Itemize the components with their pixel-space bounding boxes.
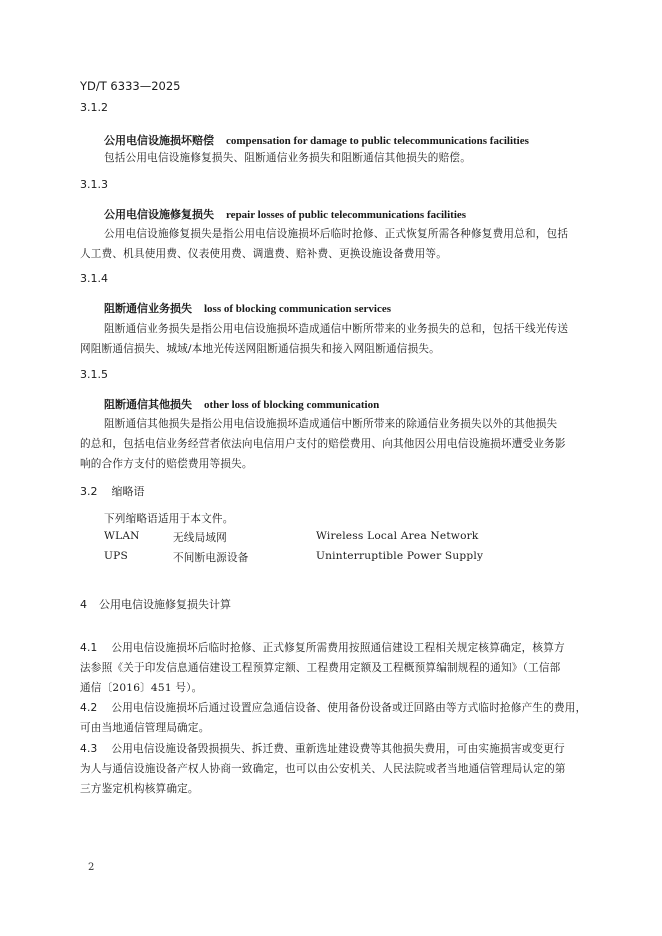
clause-line xyxy=(80,640,565,655)
clause-number: 4.3 xyxy=(80,743,98,755)
clause-text: 公用电信设施设备毁损损失、拆迁费、重新选址建设费等其他损失费用，可由实施损害或变更行 xyxy=(111,743,565,755)
clause-number: 3.1.2 xyxy=(80,101,108,114)
term-en: other loss of blocking communication xyxy=(204,399,380,411)
definition-line: 阻断通信其他损失是指公用电信设施损坏造成通信中断所带来的除通信业务损失以外的其他损失 xyxy=(104,418,558,430)
definition-line: 网阻断通信损失、城域/本地光传送网阻断通信损失和接入网阻断通信损失。 xyxy=(80,343,440,355)
term-zh: 公用电信设施修复损失 xyxy=(104,208,214,221)
abbrev-code: UPS xyxy=(104,550,128,562)
clause-line xyxy=(80,741,565,756)
definition-line: 阻断通信业务损失是指公用电信设施损坏造成通信中断所带来的业务损失的总和，包括干线光传送 xyxy=(104,323,569,335)
clause-number: 3.1.5 xyxy=(80,368,108,381)
abbrev-en: Uninterruptible Power Supply xyxy=(316,550,484,562)
clause-number: 3.1.4 xyxy=(80,272,108,285)
clause-text: 公用电信设施损坏后临时抢修、正式修复所需费用按照通信建设工程相关规定核算确定，核算方 xyxy=(111,642,565,654)
definition-line: 的总和，包括电信业务经营者依法向电信用户支付的赔偿费用、向其他因公用电信设施损坏遭受业务影 xyxy=(80,438,566,450)
term-heading xyxy=(104,300,391,316)
clause-number: 4.2 xyxy=(80,702,98,714)
definition-line: 人工费、机具使用费、仪表使用费、调遣费、赔补费、更换设施设备费用等。 xyxy=(80,248,447,260)
clause-line: 通信〔2016〕451 号）。 xyxy=(80,682,203,694)
clause-line: 三方鉴定机构核算确定。 xyxy=(80,783,199,795)
page-number: 2 xyxy=(88,862,95,873)
term-zh: 阻断通信其他损失 xyxy=(104,398,192,411)
clause-number: 4.1 xyxy=(80,642,98,654)
abbrev-code: WLAN xyxy=(104,530,140,542)
clause-line: 为人与通信设施设备产权人协商一致确定，也可以由公安机关、人民法院或者当地通信管理局认定的第 xyxy=(80,763,566,775)
section-heading xyxy=(80,483,145,499)
clause-line: 可由当地通信管理局确定。 xyxy=(80,722,210,734)
section-number: 3.2 xyxy=(80,485,98,498)
section-title: 缩略语 xyxy=(111,485,145,498)
definition-line: 公用电信设施修复损失是指公用电信设施损坏后临时抢修、正式恢复所需各种修复费用总和，包括 xyxy=(104,228,569,240)
abbrev-zh: 不间断电源设备 xyxy=(173,552,249,564)
term-en: loss of blocking communication services xyxy=(204,303,391,315)
chapter-heading xyxy=(80,596,231,612)
definition-line: 包括公用电信设施修复损失、阻断通信业务损失和阻断通信其他损失的赔偿。 xyxy=(104,152,471,164)
document-id: YD/T 6333—2025 xyxy=(80,79,181,93)
clause-text: 公用电信设施损坏后通过设置应急通信设备、使用备份设备或迂回路由等方式临时抢修产生的费用， xyxy=(111,702,587,714)
term-en: repair losses of public telecommunications facilities xyxy=(226,209,467,221)
term-heading xyxy=(104,396,379,412)
term-zh: 公用电信设施损坏赔偿 xyxy=(104,134,214,147)
abbrev-intro: 下列缩略语适用于本文件。 xyxy=(104,513,234,525)
chapter-number: 4 xyxy=(80,598,87,611)
term-heading xyxy=(104,132,529,148)
abbrev-en: Wireless Local Area Network xyxy=(316,530,479,542)
definition-line: 响的合作方支付的赔偿费用等损失。 xyxy=(80,458,253,470)
abbrev-zh: 无线局域网 xyxy=(173,532,227,544)
clause-number: 3.1.3 xyxy=(80,178,108,191)
clause-line xyxy=(80,700,586,715)
chapter-title: 公用电信设施修复损失计算 xyxy=(99,598,231,611)
term-zh: 阻断通信业务损失 xyxy=(104,302,192,315)
term-en: compensation for damage to public telecommunications facilities xyxy=(226,135,529,147)
term-heading xyxy=(104,206,466,222)
clause-line: 法参照《关于印发信息通信建设工程预算定额、工程费用定额及工程概预算编制规程的通知》（工信部 xyxy=(80,662,561,674)
